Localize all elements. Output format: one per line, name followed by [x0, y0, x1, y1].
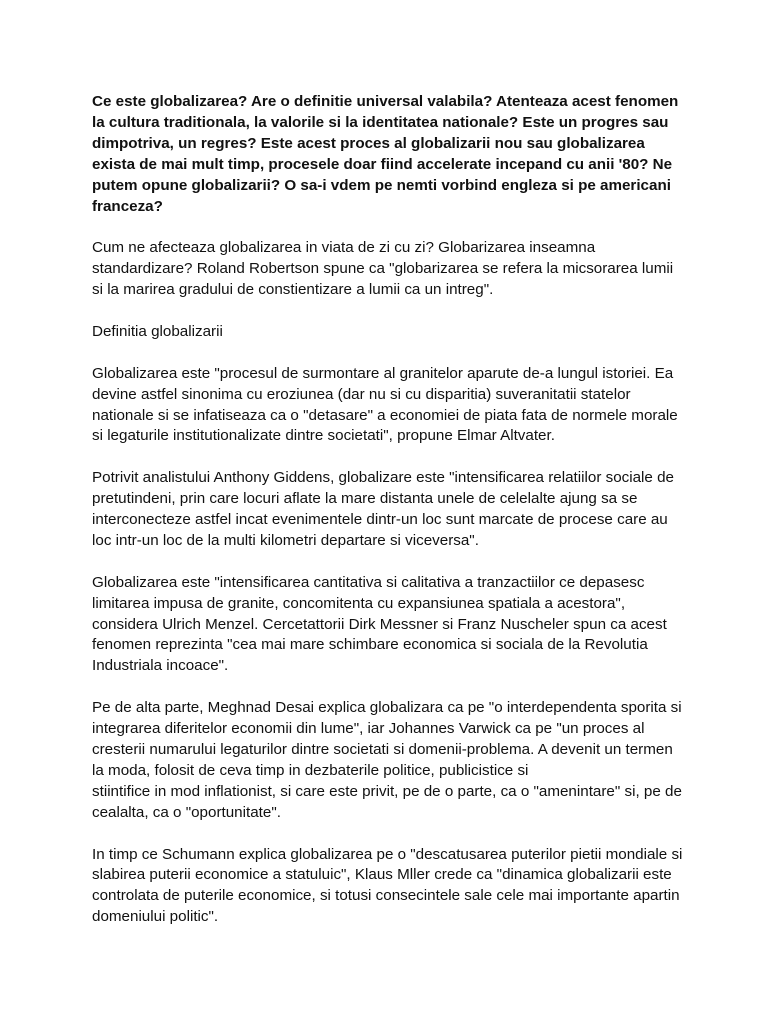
altvater-paragraph [92, 364, 684, 448]
text-line: domeniului politic". [92, 908, 219, 926]
text-line: Potrivit analistului Anthony Giddens, globalizare este "intensificarea relatiilor sociale de [92, 469, 674, 487]
text-line: cealalta, ca o "oportunitate". [92, 803, 281, 821]
text-line: exista de mai mult timp, procesele doar fiind accelerate incepand cu anii '80? Ne [92, 155, 673, 173]
text-line: Industriala incoace". [92, 657, 229, 675]
text-line: la moda, folosit de ceva timp in dezbaterile politice, publicistice si [92, 761, 529, 779]
text-line: pretutindeni, prin care locuri aflate la mare distanta unele de celelalte ajung sa se [92, 490, 638, 508]
text-line: Globalizarea este "procesul de surmontare al granitelor aparute de-a lungul istoriei. Ea [92, 364, 674, 382]
text-line: standardizare? Roland Robertson spune ca "globarizarea se refera la micsorarea lumii [92, 260, 674, 278]
text-line: dimpotriva, un regres? Este acest proces al globalizarii nou sau globalizarea [92, 134, 645, 152]
text-line: fenomen reprezinta "cea mai mare schimbare economica si sociala de la Revolutia [92, 636, 648, 654]
text-line: stiintifice in mod inflationist, si care este privit, pe de o parte, ca o "amenintare" si, pe de [92, 782, 682, 800]
text-line: interconecteze astfel incat evenimentele dintr-un loc sunt marcate de procese care au [92, 511, 668, 529]
text-line: franceza? [92, 197, 163, 215]
text-line: si la marirea gradului de constientizare a lumii ca un intreg". [92, 281, 494, 299]
document-page [92, 92, 684, 949]
text-line: slabirea puterii economice a statuluic", Klaus Mller crede ca "dinamica globalizarii este [92, 866, 672, 884]
text-line: In timp ce Schumann explica globalizarea pe o "descatusarea puterilor pietii mondiale si [92, 845, 683, 863]
text-line: loc intr-un loc de la multi kilometri departare si viceversa". [92, 531, 479, 549]
text-line: la cultura traditionala, la valorile si la identitatea nationale? Este un progres sau [92, 113, 669, 131]
text-line: nationale si se infatiseaza ca o "detasare" a economiei de piata fata de normele morale [92, 406, 678, 424]
text-line: Cum ne afecteaza globalizarea in viata de zi cu zi? Globarizarea inseamna [92, 239, 596, 257]
text-line: Globalizarea este "intensificarea cantitativa si calitativa a tranzactiilor ce depasesc [92, 573, 645, 591]
text-line: integrarea diferitelor economii din lume", iar Johannes Varwick ca pe "un proces al [92, 720, 645, 738]
desai-paragraph [92, 698, 684, 823]
text-line: Pe de alta parte, Meghnad Desai explica globalizara ca pe "o interdependenta sporita si [92, 699, 682, 717]
text-line: devine astfel sinonima cu eroziunea (dar nu si cu disparitia) suveranitatii statelor [92, 385, 631, 403]
schumann-paragraph [92, 845, 684, 929]
text-line: considera Ulrich Menzel. Cercetattorii Dirk Messner si Franz Nuscheler spun ca acest [92, 615, 667, 633]
section-heading [92, 322, 684, 343]
text-line: Ce este globalizarea? Are o definitie universal valabila? Atenteaza acest fenomen [92, 93, 679, 110]
intro-questions-paragraph [92, 92, 684, 217]
text-line: Definitia globalizarii [92, 322, 223, 340]
text-line: limitarea impusa de granite, concomitenta cu expansiunea spatiala a acestora", [92, 594, 626, 612]
giddens-paragraph [92, 468, 684, 552]
text-line: controlata de puterile economice, si totusi consecintele sale cele mai importante apartin [92, 887, 680, 905]
daily-life-paragraph [92, 238, 684, 301]
text-line: si legaturile institutionalizate dintre societati", propune Elmar Altvater. [92, 427, 555, 445]
text-line: cresterii numarului legaturilor dintre societati si domenii-problema. A devenit un termen [92, 741, 673, 758]
text-line: putem opune globalizarii? O sa-i vdem pe nemti vorbind engleza si pe americani [92, 176, 671, 194]
menzel-paragraph [92, 573, 684, 678]
